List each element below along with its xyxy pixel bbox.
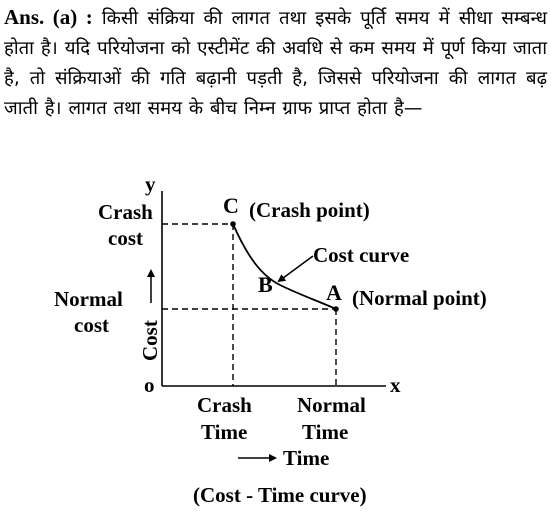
point-a-label: A bbox=[326, 280, 342, 305]
crash-time-label-1: Crash bbox=[197, 393, 252, 417]
point-a-desc: (Normal point) bbox=[352, 286, 487, 310]
point-b-label: B bbox=[258, 272, 273, 297]
normal-time-label-1: Normal bbox=[297, 393, 366, 417]
y-axis-label: y bbox=[145, 172, 156, 196]
point-c bbox=[230, 221, 236, 227]
crash-time-label-2: Time bbox=[201, 420, 248, 444]
curve-label: Cost curve bbox=[313, 243, 410, 267]
point-c-desc: (Crash point) bbox=[249, 198, 370, 222]
cost-time-graph bbox=[0, 170, 551, 512]
crash-cost-label-1: Crash bbox=[98, 200, 153, 224]
answer-text: किसी संक्रिया की लागत तथा इसके पूर्ति समय में सीधा सम्बन्ध होता है। यदि परियोजना को एस्टीमेंट की अवधि से कम समय में पूर्ण किया जाता है, तो संक्रियाओं की गति बढ़ानी पड़ती है, जिससे परियोजना की लागत बढ़ जाती है। लागत तथा समय के बीच निम्न ग्राफ प्राप्त होता है— bbox=[4, 8, 548, 119]
answer-paragraph bbox=[4, 2, 547, 124]
x-axis-title: Time bbox=[283, 446, 330, 470]
normal-cost-label-1: Normal bbox=[54, 287, 123, 311]
y-axis-title: Cost bbox=[138, 320, 162, 361]
normal-cost-label-2: cost bbox=[74, 313, 109, 337]
x-axis-label: x bbox=[390, 373, 401, 397]
normal-time-label-2: Time bbox=[302, 420, 349, 444]
point-a bbox=[333, 306, 339, 312]
point-c-label: C bbox=[223, 193, 239, 218]
graph-caption: (Cost - Time curve) bbox=[193, 483, 367, 507]
answer-prefix: Ans. (a) : bbox=[4, 5, 93, 29]
crash-cost-label-2: cost bbox=[108, 226, 143, 250]
curve-pointer-arrow bbox=[279, 256, 313, 281]
origin-label: o bbox=[144, 373, 155, 397]
